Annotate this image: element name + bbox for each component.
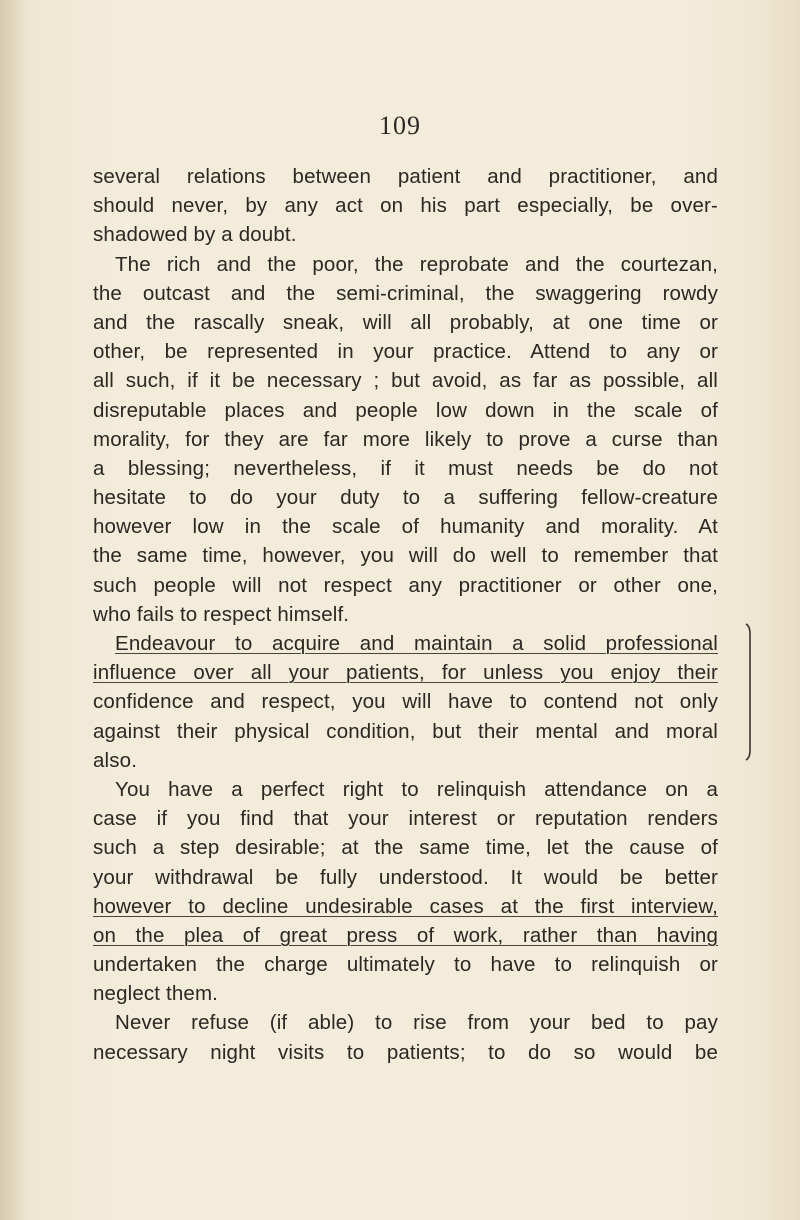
text-line-underlined: however to decline undesirable cases at the first interview,: [93, 894, 718, 918]
text-line: the same time, however, you will do well to remember that: [93, 544, 718, 568]
text-line: and the rascally sneak, will all probably, at one time or: [93, 310, 718, 334]
text-line: confidence and respect, you will have to contend not only: [93, 690, 718, 714]
text-line: Never refuse (if able) to rise from your bed to pay: [115, 1011, 718, 1035]
text-line: who fails to respect himself.: [93, 602, 350, 626]
text-line: however low in the scale of humanity and morality. At: [93, 515, 718, 539]
text-line-underlined: influence over all your patients, for unless you enjoy their: [93, 661, 718, 685]
text-line: necessary night visits to patients; to do so would be: [93, 1040, 718, 1064]
text-line: against their physical condition, but their mental and moral: [93, 719, 718, 743]
text-line: disreputable places and people low down in the scale of: [93, 398, 718, 422]
text-line: your withdrawal be fully understood. It would be better: [93, 865, 718, 889]
text-line: other, be represented in your practice. Attend to any or: [93, 340, 718, 364]
text-line: hesitate to do your duty to a suffering fellow-creature: [93, 486, 718, 510]
text-line: undertaken the charge ultimately to have to relinquish or: [93, 953, 718, 977]
text-line-underlined: Endeavour to acquire and maintain a solid professional: [115, 632, 718, 655]
text-line: You have a perfect right to relinquish attendance on a: [115, 777, 718, 801]
margin-bracket-mark: [744, 622, 754, 762]
text-line: the outcast and the semi-criminal, the swaggering rowdy: [93, 281, 718, 305]
text-line: case if you find that your interest or reputation renders: [93, 807, 718, 831]
text-line: morality, for they are far more likely to prove a curse than: [93, 427, 718, 451]
text-line: all such, if it be necessary ; but avoid, as far as possible, all: [93, 369, 718, 393]
body-text: [93, 162, 718, 1067]
text-line: several relations between patient and practitioner, and: [93, 165, 718, 188]
text-line: such a step desirable; at the same time, let the cause of: [93, 836, 718, 860]
text-line: such people will not respect any practitioner or other one,: [93, 573, 718, 597]
text-line-underlined: on the plea of great press of work, rather than having: [93, 923, 718, 947]
gutter-shadow: [0, 0, 28, 1220]
text-line: also.: [93, 748, 138, 772]
text-line: shadowed by a doubt.: [93, 223, 297, 247]
text-line: neglect them.: [93, 982, 219, 1006]
text-line: should never, by any act on his part especially, be over-: [93, 194, 718, 218]
text-line: a blessing; nevertheless, if it must needs be do not: [93, 456, 718, 480]
text-line: The rich and the poor, the reprobate and the courtezan,: [115, 252, 718, 276]
page-number: 109: [379, 111, 421, 140]
